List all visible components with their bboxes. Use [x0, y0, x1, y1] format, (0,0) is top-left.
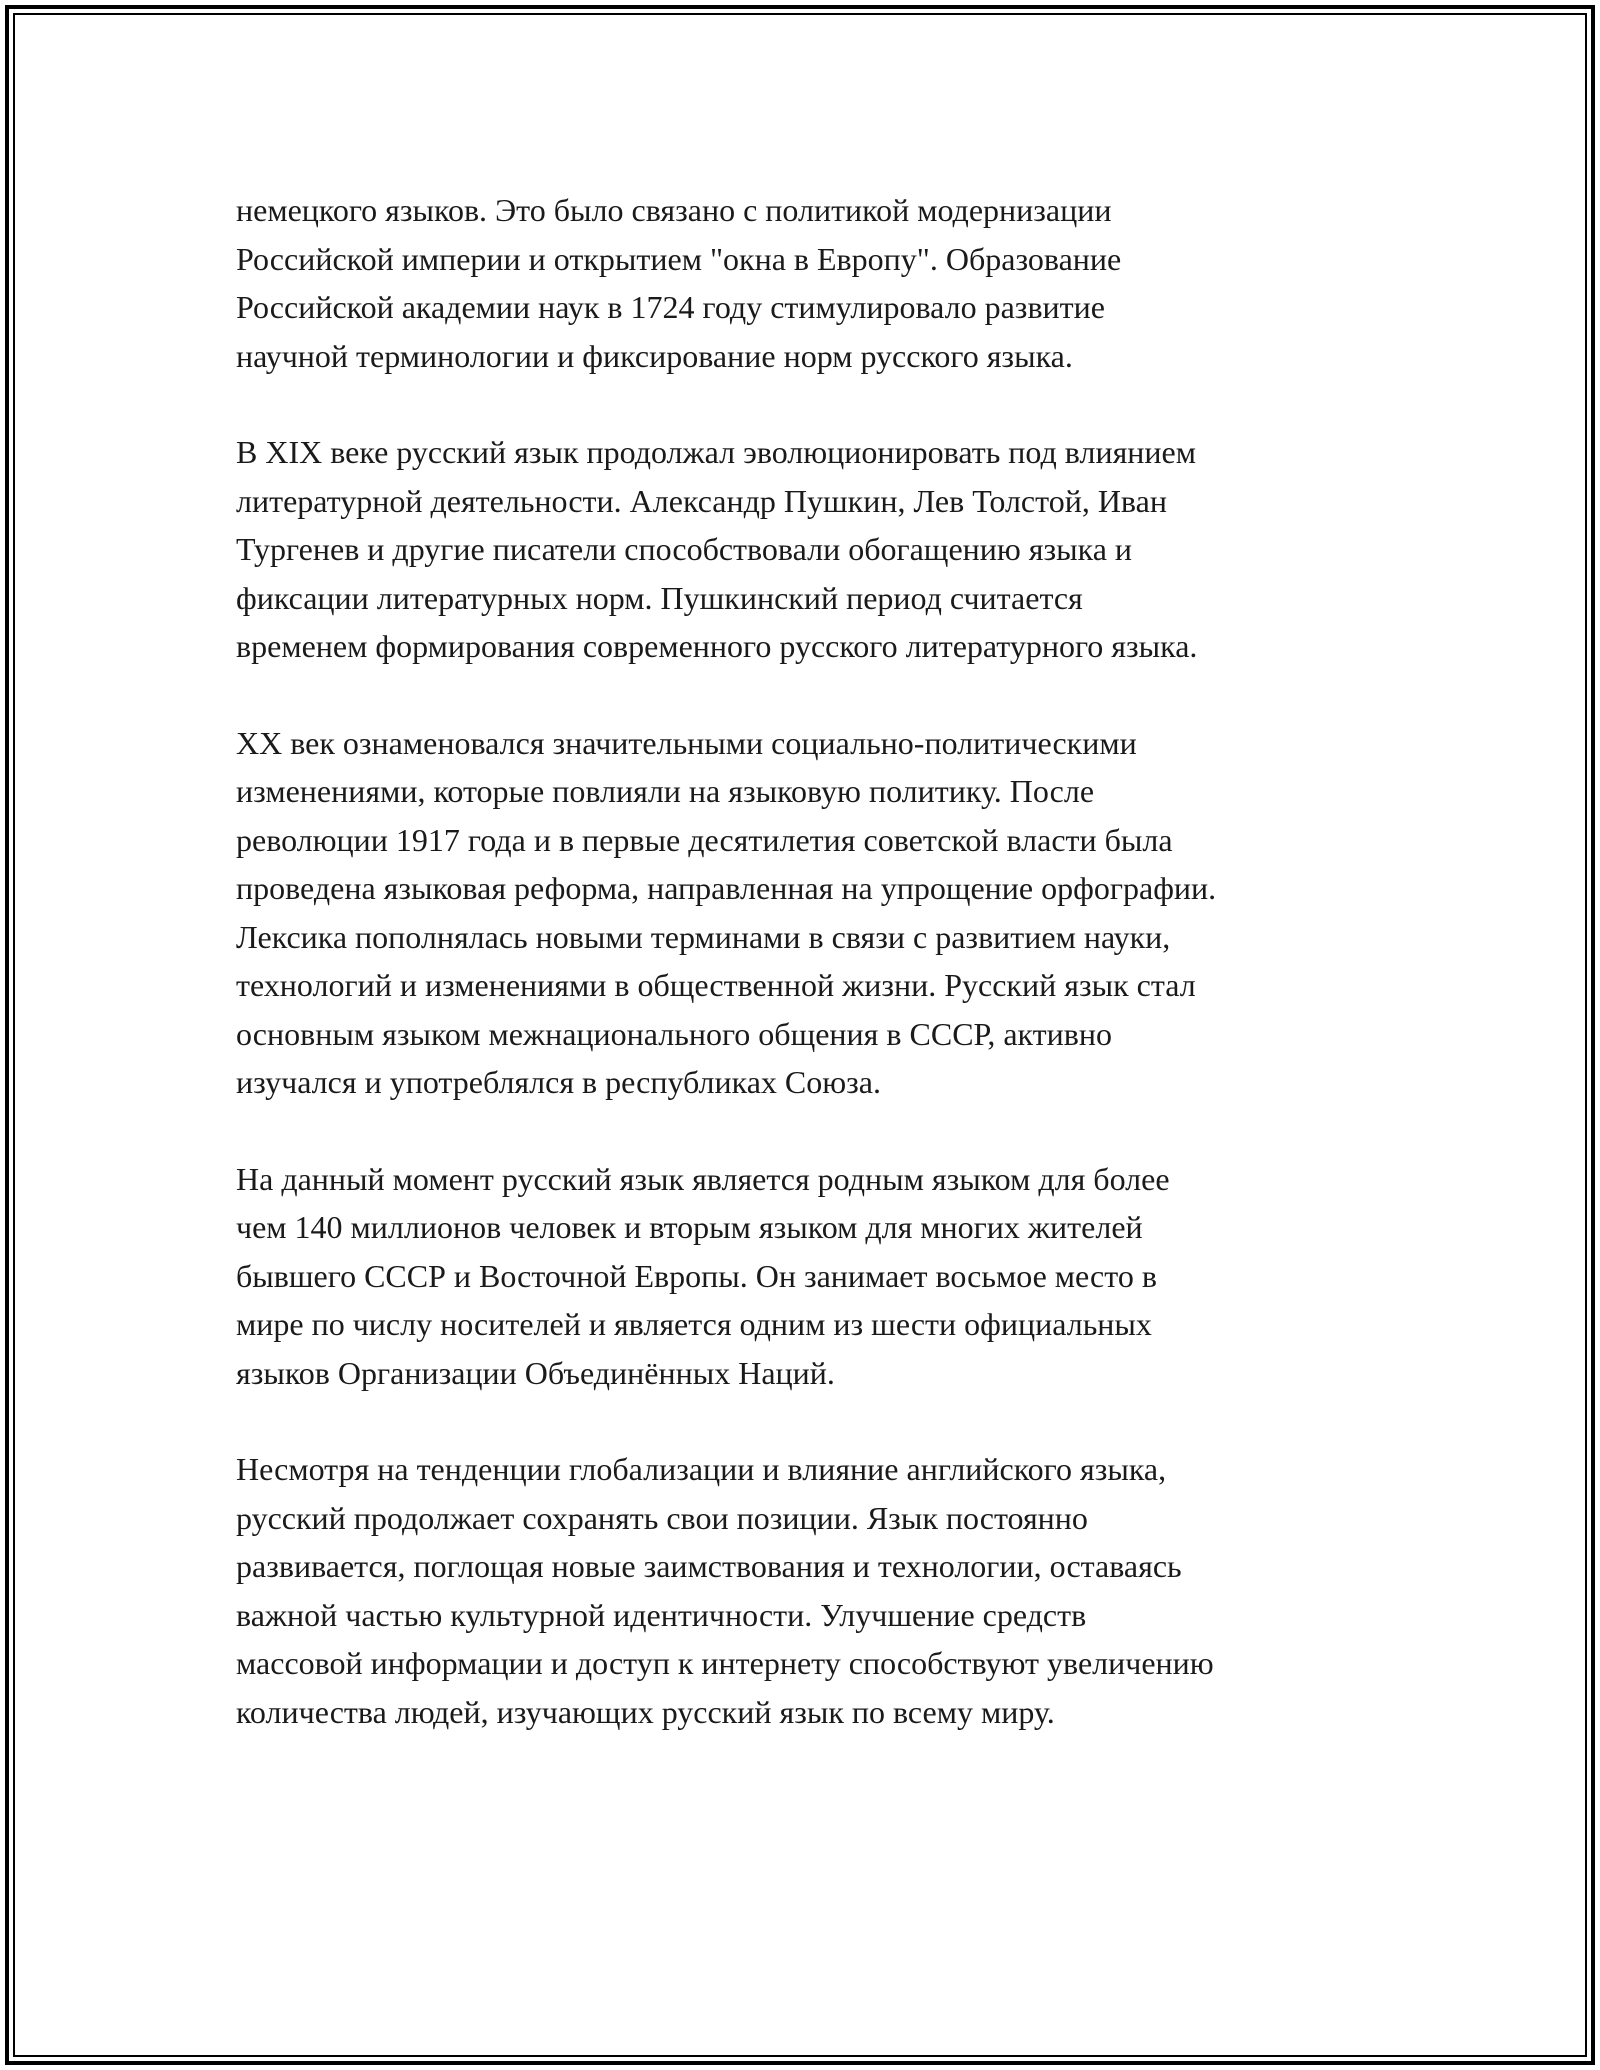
text-line: проведена языковая реформа, направленная на упрощение орфографии.	[236, 870, 1217, 906]
text-line: мире по числу носителей и является одним из шести официальных	[236, 1306, 1152, 1342]
paragraph-present-day	[236, 1155, 1416, 1398]
text-line: изучался и употреблялся в республиках Союза.	[236, 1064, 881, 1100]
text-line: важной частью культурной идентичности. Улучшение средств	[236, 1596, 1087, 1633]
text-line: массовой информации и доступ к интернету способствуют увеличению	[236, 1645, 1214, 1681]
text-line: XX век ознаменовался значительными социально-политическими	[236, 724, 1137, 761]
text-line: научной терминологии и фиксирование норм русского языка.	[236, 337, 1073, 374]
text-line: фиксации литературных норм. Пушкинский период считается	[236, 579, 1083, 616]
paragraph-20th-century	[236, 719, 1416, 1107]
paragraph-modernization	[236, 186, 1416, 380]
text-line: основным языком межнационального общения в СССР, активно	[236, 1015, 1112, 1052]
text-line: Российской империи и открытием "окна в Европу". Образование	[236, 240, 1122, 277]
text-line: Лексика пополнялась новыми терминами в связи с развитием науки,	[236, 918, 1171, 955]
text-line: временем формирования современного русского литературного языка.	[236, 628, 1198, 664]
text-line: количества людей, изучающих русский язык по всему миру.	[236, 1693, 1055, 1730]
paragraph-19th-century	[236, 428, 1416, 671]
text-line: немецкого языков. Это было связано с политикой модернизации	[236, 192, 1112, 228]
text-line: развивается, поглощая новые заимствования и технологии, оставаясь	[236, 1548, 1182, 1584]
text-line: революции 1917 года и в первые десятилетия советской власти была	[236, 821, 1173, 858]
text-line: литературной деятельности. Александр Пушкин, Лев Толстой, Иван	[236, 482, 1167, 519]
text-line: бывшего СССР и Восточной Европы. Он занимает восьмое место в	[236, 1257, 1157, 1294]
document-body	[236, 186, 1416, 1784]
text-line: технологий и изменениями в общественной жизни. Русский язык стал	[236, 967, 1196, 1003]
text-line: изменениями, которые повлияли на языковую политику. После	[236, 773, 1095, 809]
text-line: Несмотря на тенденции глобализации и влияние английского языка,	[236, 1451, 1167, 1487]
text-line: языков Организации Объединённых Наций.	[236, 1354, 835, 1391]
text-line: Российской академии наук в 1724 году стимулировало развитие	[236, 289, 1105, 325]
text-line: чем 140 миллионов человек и вторым языком для многих жителей	[236, 1209, 1143, 1245]
text-line: Тургенев и другие писатели способствовали обогащению языка и	[236, 531, 1133, 567]
paragraph-globalization	[236, 1445, 1416, 1736]
text-line: русский продолжает сохранять свои позиции. Язык постоянно	[236, 1499, 1088, 1536]
text-line: В XIX веке русский язык продолжал эволюционировать под влиянием	[236, 434, 1196, 470]
text-line: На данный момент русский язык является родным языком для более	[236, 1160, 1170, 1197]
